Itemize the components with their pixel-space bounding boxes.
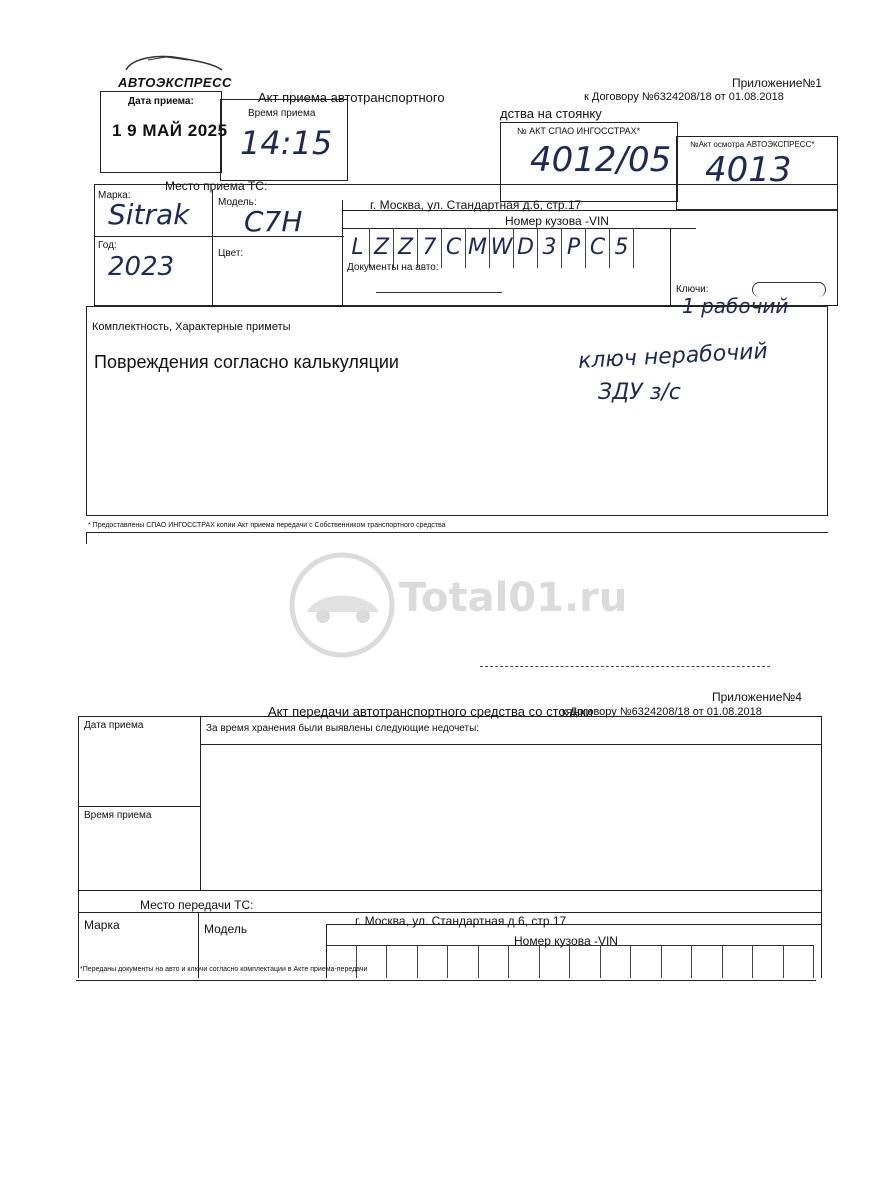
inspection-number-value: 4013 (705, 150, 792, 190)
vin-char: 5 (610, 228, 634, 268)
brand-label: Марка: (98, 190, 131, 201)
transfer-place-label: Место передачи ТС: (140, 898, 254, 912)
transfer-date-label: Дата приема (84, 720, 144, 731)
date-label: Дата приема: (128, 96, 194, 107)
transfer-time-label: Время приема (84, 810, 152, 821)
document-title-right: дства на стоянку (500, 106, 602, 121)
brand-value: Sitrak (108, 198, 190, 231)
keys-bracket (752, 282, 826, 297)
time-label: Время приема (248, 108, 316, 119)
vin-char: M (466, 228, 490, 268)
color-label: Цвет: (218, 248, 244, 259)
documents-line (376, 292, 502, 293)
act-number-value: 4012/05 (530, 140, 672, 180)
footnote-2: *Переданы документы на авто и ключи согласно комплектации в Акте приема-передачи (80, 966, 368, 973)
time-value: 14:15 (240, 124, 333, 162)
completeness-label: Комплектность, Характерные приметы (92, 321, 291, 333)
keys-value: 1 рабочий (682, 294, 789, 318)
watermark-car-icon (287, 550, 397, 660)
vin-char: C (586, 228, 610, 268)
year-label: Год: (98, 240, 117, 251)
defects-label: За время хранения были выявлены следующие недочеты: (206, 723, 480, 734)
vin-label: Номер кузова -VIN (505, 214, 609, 228)
document2-title: Акт передачи автотранспортного средства со стоянки (268, 704, 593, 719)
vin-char: Z (370, 228, 394, 268)
date-stamp: 1 9 МАЙ 2025 (112, 121, 228, 140)
transfer-vin-cells (326, 945, 814, 978)
watermark (287, 545, 628, 665)
transfer-place-value: г. Москва, ул. Стандартная д.6, стр.17 (355, 914, 567, 928)
cut-line (480, 666, 770, 667)
vin-char: 3 (538, 228, 562, 268)
damage-text: Повреждения согласно калькуляции (94, 352, 399, 372)
keys-label: Ключи: (676, 284, 709, 295)
handwritten-note-line1: ключ нерабочий (577, 339, 769, 374)
vin-char: C (442, 228, 466, 268)
vin-char: L (346, 228, 370, 268)
vin-char: P (562, 228, 586, 268)
handwritten-note-line2: ЗДУ з/с (598, 380, 681, 405)
place-label: Место приема ТС: (165, 179, 268, 193)
vin-char: Z (394, 228, 418, 268)
watermark-text: Total01.ru (399, 575, 628, 621)
vin-char: W (490, 228, 514, 268)
torn-bottom (0, 984, 875, 1200)
document-title-left: Акт приема автотранспортного (258, 90, 445, 105)
appendix-label: Приложение№1 (732, 76, 822, 90)
contract2-reference: к Договору №6324208/18 от 01.08.2018 (562, 706, 762, 718)
appendix2-label: Приложение№4 (712, 690, 802, 704)
vin-char: D (514, 228, 538, 268)
car-logo-icon (118, 52, 228, 74)
transfer-brand-label: Марка (84, 918, 120, 932)
inspection-number-label: №Акт осмотра АВТОЭКСПРЕСС* (690, 140, 815, 149)
model-label: Модель: (218, 197, 257, 208)
transfer-model-label: Модель (204, 922, 248, 936)
model-value: C7H (244, 205, 303, 238)
act-number-label: № АКТ СПАО ИНГОССТРАХ* (517, 126, 641, 136)
transfer-vin-label: Номер кузова -VIN (514, 934, 618, 948)
logo (118, 52, 232, 90)
footnote-1: * Предоставлены СПАО ИНГОССТРАХ копии Акт приема передачи с Собственником транспортного средства (88, 522, 446, 529)
place-value: г. Москва, ул. Стандартная д.6, стр.17 (370, 198, 582, 212)
contract-reference: к Договору №6324208/18 от 01.08.2018 (584, 91, 784, 103)
year-value: 2023 (108, 252, 175, 282)
documents-label: Документы на авто: (347, 262, 439, 273)
logo-text: АВТОЭКСПРЕСС (118, 75, 232, 90)
completeness-box (86, 306, 828, 516)
transfer-form-frame (78, 716, 822, 978)
vin-char: 7 (418, 228, 442, 268)
